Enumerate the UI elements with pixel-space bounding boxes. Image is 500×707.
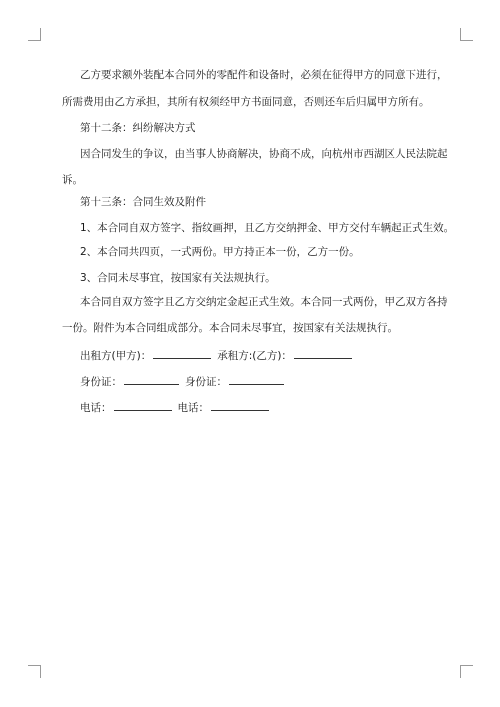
paragraph-line: 一份。附件为本合同组成部分。本合同未尽事宜，按国家有关法规执行。 [62, 322, 398, 334]
id-label-lessor: 身份证： [80, 376, 122, 388]
signature-row-parties [80, 348, 358, 363]
id-blank-lessor [124, 374, 179, 385]
id-blank-lessee [229, 374, 284, 385]
clause-item-2: 2、本合同共四页，一式两份。甲方持正本一份，乙方一份。 [80, 246, 360, 258]
crop-mark-top-left [28, 28, 41, 41]
signature-row-id [80, 374, 290, 389]
lessor-label: 出租方(甲方)： [80, 350, 152, 362]
clause-item-3: 3、合同未尽事宜，按国家有关法规执行。 [80, 272, 276, 284]
lessee-blank [294, 348, 352, 359]
paragraph-line: 因合同发生的争议，由当事人协商解决，协商不成，向杭州市西湖区人民法院起 [80, 148, 448, 160]
clause-item-1: 1、本合同自双方签字、指纹画押，且乙方交纳押金、甲方交付车辆起正式生效。 [80, 222, 455, 234]
section-heading-12: 第十二条：纠纷解决方式 [80, 122, 196, 134]
lessor-blank [153, 348, 211, 359]
paragraph-line: 诉。 [62, 174, 83, 186]
crop-mark-bottom-right [460, 665, 473, 678]
phone-label-lessee: 电话： [177, 402, 209, 414]
crop-mark-top-right [460, 28, 473, 41]
crop-mark-bottom-left [28, 665, 41, 678]
paragraph-line: 所需费用由乙方承担，其所有权须经甲方书面同意，否则还车后归属甲方所有。 [62, 96, 430, 108]
section-heading-13: 第十三条：合同生效及附件 [80, 196, 206, 208]
paragraph-line: 本合同自双方签字且乙方交纳定金起正式生效。本合同一式两份，甲乙双方各持 [80, 296, 448, 308]
phone-blank-lessee [211, 400, 269, 411]
lessee-label: 承租方:(乙方)： [217, 350, 292, 362]
phone-label-lessor: 电话： [80, 402, 112, 414]
phone-blank-lessor [114, 400, 172, 411]
signature-row-phone [80, 400, 275, 415]
paragraph-line: 乙方要求额外装配本合同外的零配件和设备时，必须在征得甲方的同意下进行， [80, 69, 448, 81]
id-label-lessee: 身份证： [185, 376, 227, 388]
